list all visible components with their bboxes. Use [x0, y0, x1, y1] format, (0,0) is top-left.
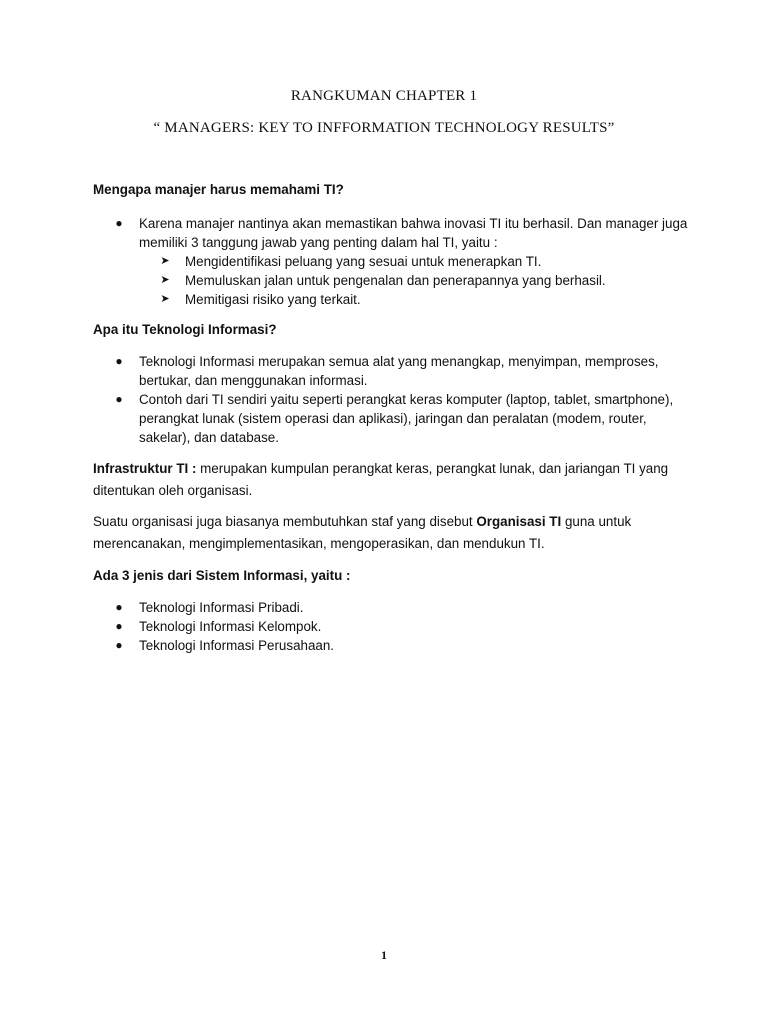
list-item	[93, 390, 693, 447]
sub-list-item	[139, 290, 693, 309]
bullet-icon: ●	[115, 216, 123, 230]
list-item-text: Teknologi Informasi merupakan semua alat yang menangkap, menyimpan, memproses, bertukar, dan menggunakan informasi.	[139, 354, 659, 388]
section-heading-system-types: Ada 3 jenis dari Sistem Informasi, yaitu :	[93, 568, 351, 583]
page-number: 1	[381, 948, 387, 962]
arrow-bullet-icon: ➤	[160, 255, 170, 267]
list-item	[93, 636, 693, 655]
term-organization: Organisasi TI	[476, 514, 562, 529]
sub-list-item	[139, 252, 693, 271]
document-title: RANGKUMAN CHAPTER 1	[290, 88, 478, 104]
bullet-icon: ●	[115, 354, 123, 368]
section-heading-what-is-it: Apa itu Teknologi Informasi?	[93, 322, 277, 337]
list-item	[93, 352, 693, 390]
bullet-list-system-types	[93, 598, 693, 655]
list-item-text: Teknologi Informasi Kelompok.	[139, 619, 322, 634]
document-subtitle: “ MANAGERS: KEY TO INFFORMATION TECHNOLOGY RESULTS”	[153, 120, 615, 136]
bullet-list-what-is-it	[93, 352, 693, 447]
sub-list-item	[139, 271, 693, 290]
arrow-bullet-icon: ➤	[160, 274, 170, 286]
list-item-text: Karena manajer nantinya akan memastikan bahwa inovasi TI itu berhasil. Dan manager juga memiliki 3 tanggung jawab yang penting dalam hal TI, yaitu :	[139, 216, 688, 250]
list-item	[93, 214, 693, 309]
section-heading-why-managers: Mengapa manajer harus memahami TI?	[93, 182, 344, 197]
list-item	[93, 598, 693, 617]
list-item-text: Teknologi Informasi Perusahaan.	[139, 638, 335, 653]
bullet-list-why-managers	[93, 214, 693, 309]
paragraph-text-before: Suatu organisasi juga biasanya membutuhkan staf yang disebut	[93, 514, 477, 529]
list-item-text: Teknologi Informasi Pribadi.	[139, 600, 304, 615]
paragraph-text-after: guna untuk merencanakan, mengimplementasikan, mengoperasikan, dan mendukun TI.	[93, 514, 632, 551]
bullet-icon: ●	[115, 619, 123, 633]
paragraph-organization	[93, 511, 683, 555]
sub-list-item-text: Mengidentifikasi peluang yang sesuai untuk menerapkan TI.	[185, 254, 542, 269]
bullet-icon: ●	[115, 638, 123, 652]
bullet-icon: ●	[115, 600, 123, 614]
list-item-text: Contoh dari TI sendiri yaitu seperti perangkat keras komputer (laptop, tablet, smartphone), perangkat lunak (sistem operasi dan aplikasi), jaringan dan peralatan (modem, router, sakelar), dan database.	[139, 392, 674, 445]
arrow-bullet-icon: ➤	[160, 293, 170, 305]
term-infrastructure: Infrastruktur TI :	[93, 461, 197, 476]
list-item	[93, 617, 693, 636]
paragraph-text: merupakan kumpulan perangkat keras, perangkat lunak, dan jariangan TI yang ditentukan oleh organisasi.	[93, 461, 669, 498]
paragraph-infrastructure	[93, 458, 683, 502]
sub-list-item-text: Memitigasi risiko yang terkait.	[185, 292, 361, 307]
bullet-icon: ●	[115, 392, 123, 406]
sub-list-item-text: Memuluskan jalan untuk pengenalan dan penerapannya yang berhasil.	[185, 273, 606, 288]
sub-list-responsibilities	[139, 252, 693, 309]
